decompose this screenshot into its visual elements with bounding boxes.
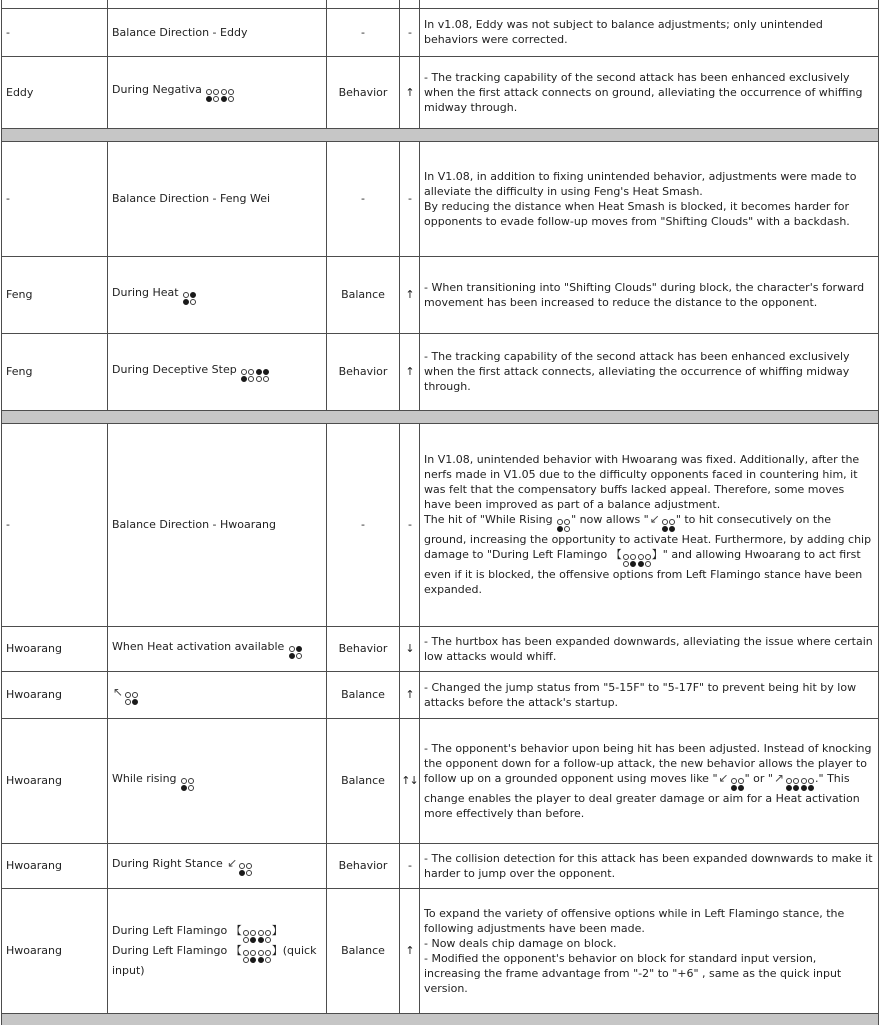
button-dot: [250, 930, 256, 936]
button-dot: [181, 785, 187, 791]
button-dot: [258, 937, 264, 943]
button-dot: [786, 785, 792, 791]
text-segment: - The tracking capability of the second attack has been enhanced exclusively when the first attack connects, alleviating the occurrence of whiffing midway through.: [424, 350, 850, 393]
button-dot: [239, 863, 245, 869]
table-row: [2, 56, 879, 128]
move-cell: [108, 141, 327, 256]
button-dot: [256, 376, 262, 382]
button-dot: [213, 89, 219, 95]
direction-cell: -: [400, 141, 420, 256]
description-cell: [420, 423, 879, 626]
button-dot: [125, 692, 131, 698]
text-segment: - Now deals chip damage on block.: [424, 936, 617, 950]
button-dot: [246, 863, 252, 869]
button-dot: [738, 785, 744, 791]
button-dot: [258, 930, 264, 936]
button-dot: [256, 369, 262, 375]
button-dot: [250, 937, 256, 943]
button-cluster-icon: [801, 778, 814, 791]
text-segment: By reducing the distance when Heat Smash is blocked, it becomes harder for opponents to evade follow-up moves from "Shifting Clouds" with a backdash.: [424, 199, 850, 228]
category-cell: Behavior: [327, 56, 400, 128]
move-cell: [108, 256, 327, 333]
direction-up-left-arrow-icon: ↖: [113, 684, 124, 699]
category-cell: -: [327, 141, 400, 256]
button-cluster-icon: [258, 950, 271, 963]
description-cell: [420, 56, 879, 128]
text-segment: - The hurtbox has been expanded downwards, alleviating the issue where certain low attacks would whiff.: [424, 634, 873, 663]
text-segment: " to hit consecutively on the ground, increasing the opportunity to activate Heat. Furthermore, by adding chip damage to "During Left Flamingo 【: [424, 513, 872, 561]
button-dot: [183, 299, 189, 305]
button-cluster-icon: [206, 89, 219, 102]
button-dot: [183, 292, 189, 298]
text-segment: While rising: [112, 771, 181, 785]
separator-row: [2, 1013, 879, 1025]
button-dot: [793, 778, 799, 784]
button-cluster-icon: [181, 778, 194, 791]
separator-row: [2, 128, 879, 141]
move-cell: [108, 56, 327, 128]
character-cell: -: [2, 141, 108, 256]
direction-cell: -: [400, 8, 420, 56]
category-cell: Behavior: [327, 333, 400, 410]
description-cell: [420, 8, 879, 56]
button-dot: [132, 692, 138, 698]
text-segment: During Deceptive Step: [112, 362, 241, 376]
text-segment: In V1.08, in addition to fixing unintended behavior, adjustments were made to alleviate the difficulty in using Feng's Heat Smash.: [424, 169, 857, 198]
character-cell: Eddy: [2, 56, 108, 128]
text-segment: In V1.08, unintended behavior with Hwoarang was fixed. Additionally, after the nerfs made in V1.05 due to the difficulty opponents faced in countering him, it was felt that the compensatory buffs lacked appeal. Therefore, some moves have been improved as part of a balance adjustment.: [424, 453, 860, 511]
text-segment: - The tracking capability of the second attack has been enhanced exclusively when the first attack connects on ground, alleviating the occurrence of whiffing midway through.: [424, 70, 863, 114]
separator-bar: [2, 410, 879, 423]
description-cell: [420, 843, 879, 888]
direction-cell: ↑↓: [400, 718, 420, 843]
text-segment: 】(quick input): [112, 944, 317, 977]
empty-cell: [420, 0, 879, 8]
text-segment: In v1.08, Eddy was not subject to balance adjustments; only unintended behaviors were corrected.: [424, 18, 823, 46]
button-cluster-icon: [258, 930, 271, 943]
table-row: [2, 8, 879, 56]
direction-cell: ↓: [400, 626, 420, 671]
button-dot: [188, 785, 194, 791]
separator-bar: [2, 128, 879, 141]
button-dot: [289, 646, 295, 652]
button-dot: [241, 369, 247, 375]
button-dot: [623, 561, 629, 567]
description-cell: [420, 256, 879, 333]
button-dot: [265, 930, 271, 936]
button-dot: [250, 950, 256, 956]
button-dot: [228, 96, 234, 102]
text-segment: To expand the variety of offensive options while in Left Flamingo stance, the following adjustments have been made.: [424, 906, 845, 935]
button-dot: [731, 778, 737, 784]
button-cluster-icon: [638, 554, 651, 567]
table-row: [2, 141, 879, 256]
button-cluster-icon: [623, 554, 636, 567]
text-segment: During Left Flamingo 【: [112, 924, 242, 937]
button-dot: [738, 778, 744, 784]
empty-cell: [2, 0, 108, 8]
button-dot: [662, 526, 668, 532]
button-cluster-icon: [289, 646, 302, 659]
button-dot: [258, 950, 264, 956]
category-cell: Behavior: [327, 626, 400, 671]
button-dot: [557, 519, 563, 525]
move-cell: [108, 423, 327, 626]
table-row: [2, 626, 879, 671]
table-row: [2, 333, 879, 410]
button-cluster-icon: [662, 519, 675, 532]
button-dot: [662, 519, 668, 525]
button-dot: [250, 957, 256, 963]
button-cluster-icon: [221, 89, 234, 102]
move-cell: [108, 671, 327, 718]
table-row: [2, 718, 879, 843]
button-dot: [246, 870, 252, 876]
empty-cell: [108, 0, 327, 8]
button-dot: [248, 369, 254, 375]
button-dot: [645, 554, 651, 560]
button-cluster-icon: [125, 692, 138, 705]
button-dot: [190, 292, 196, 298]
character-cell: Hwoarang: [2, 671, 108, 718]
table-row: [2, 256, 879, 333]
button-dot: [265, 937, 271, 943]
category-cell: -: [327, 8, 400, 56]
direction-cell: ↑: [400, 333, 420, 410]
empty-cell: [400, 0, 420, 8]
separator-row: [2, 410, 879, 423]
character-cell: Hwoarang: [2, 626, 108, 671]
button-dot: [248, 376, 254, 382]
cropped-top-row: [2, 0, 879, 8]
table-row: [2, 843, 879, 888]
button-dot: [808, 785, 814, 791]
button-dot: [263, 376, 269, 382]
button-cluster-icon: [557, 519, 570, 532]
button-dot: [190, 299, 196, 305]
button-dot: [296, 653, 302, 659]
direction-cell: ↑: [400, 56, 420, 128]
button-dot: [638, 561, 644, 567]
text-segment: During Right Stance: [112, 856, 227, 870]
text-segment: Balance Direction - Eddy: [112, 25, 248, 39]
text-segment: During Heat: [112, 285, 183, 299]
text-segment: The hit of "While Rising: [424, 513, 557, 526]
table-row: [2, 423, 879, 626]
button-dot: [786, 778, 792, 784]
text-segment: - The opponent's behavior upon being hit has been adjusted. Instead of knocking the opponent down for a follow-up attack, the new behavior allows the player to follow up on a grounded opponent using moves like ": [424, 741, 872, 785]
button-dot: [793, 785, 799, 791]
direction-cell: ↑: [400, 671, 420, 718]
button-dot: [206, 96, 212, 102]
patch-notes-table-body: [2, 0, 879, 1025]
button-dot: [801, 785, 807, 791]
button-dot: [206, 89, 212, 95]
move-cell: [108, 888, 327, 1013]
description-cell: [420, 333, 879, 410]
button-cluster-icon: [786, 778, 799, 791]
description-cell: [420, 141, 879, 256]
character-cell: -: [2, 8, 108, 56]
button-dot: [623, 554, 629, 560]
table-row: [2, 888, 879, 1013]
button-dot: [630, 554, 636, 560]
button-cluster-icon: [183, 292, 196, 305]
button-dot: [265, 950, 271, 956]
button-dot: [263, 369, 269, 375]
category-cell: -: [327, 423, 400, 626]
button-cluster-icon: [243, 950, 256, 963]
character-cell: Hwoarang: [2, 843, 108, 888]
text-segment: - When transitioning into "Shifting Clouds" during block, the character's forward movement has been increased to reduce the distance to the opponent.: [424, 280, 865, 309]
button-cluster-icon: [243, 930, 256, 943]
direction-down-left-arrow-icon: ↙: [718, 770, 729, 785]
button-dot: [645, 561, 651, 567]
button-dot: [801, 778, 807, 784]
description-cell: [420, 626, 879, 671]
description-cell: [420, 718, 879, 843]
button-dot: [243, 950, 249, 956]
button-dot: [564, 519, 570, 525]
text-segment: When Heat activation available: [112, 639, 288, 653]
button-dot: [243, 930, 249, 936]
button-dot: [258, 957, 264, 963]
button-dot: [221, 96, 227, 102]
button-dot: [221, 89, 227, 95]
table-row: [2, 671, 879, 718]
category-cell: Balance: [327, 671, 400, 718]
button-dot: [669, 526, 675, 532]
button-dot: [243, 957, 249, 963]
patch-notes-table: [1, 0, 879, 1025]
button-dot: [669, 519, 675, 525]
text-segment: 】: [271, 924, 283, 937]
text-segment: 】" and allowing Hwoarang to act first even if it is blocked, the offensive options from Left Flamingo stance have been expanded.: [424, 548, 863, 596]
move-cell: [108, 626, 327, 671]
category-cell: Behavior: [327, 843, 400, 888]
button-dot: [132, 699, 138, 705]
text-segment: - The collision detection for this attack has been expanded downwards to make it harder to jump over the opponent.: [424, 851, 873, 880]
description-cell: [420, 671, 879, 718]
text-segment: " now allows ": [571, 513, 649, 526]
button-dot: [243, 937, 249, 943]
button-dot: [630, 561, 636, 567]
move-cell: [108, 843, 327, 888]
button-cluster-icon: [731, 778, 744, 791]
move-cell: [108, 8, 327, 56]
text-segment: During Left Flamingo 【: [112, 944, 242, 957]
move-cell: [108, 333, 327, 410]
text-segment: " or ": [744, 771, 773, 785]
description-cell: [420, 888, 879, 1013]
button-dot: [228, 89, 234, 95]
move-cell: [108, 718, 327, 843]
button-dot: [241, 376, 247, 382]
category-cell: Balance: [327, 718, 400, 843]
character-cell: Feng: [2, 256, 108, 333]
button-dot: [181, 778, 187, 784]
text-segment: During Negativa: [112, 83, 206, 96]
button-dot: [289, 653, 295, 659]
button-dot: [638, 554, 644, 560]
button-dot: [265, 957, 271, 963]
button-cluster-icon: [241, 369, 254, 382]
separator-bar: [2, 1013, 879, 1025]
text-segment: - Changed the jump status from "5-15F" to "5-17F" to prevent being hit by low attacks before the attack's startup.: [424, 680, 857, 709]
character-cell: Feng: [2, 333, 108, 410]
character-cell: Hwoarang: [2, 888, 108, 1013]
direction-cell: ↑: [400, 256, 420, 333]
button-dot: [808, 778, 814, 784]
button-dot: [213, 96, 219, 102]
character-cell: -: [2, 423, 108, 626]
direction-cell: -: [400, 843, 420, 888]
category-cell: Balance: [327, 888, 400, 1013]
button-dot: [188, 778, 194, 784]
direction-down-left-arrow-icon: ↙: [227, 855, 238, 870]
character-cell: Hwoarang: [2, 718, 108, 843]
button-cluster-icon: [239, 863, 252, 876]
text-segment: - Modified the opponent's behavior on block for standard input version, increasing the frame advantage from "-2" to "+6" , same as the quick input version.: [424, 951, 842, 995]
direction-down-left-arrow-icon: ↙: [649, 512, 660, 526]
button-dot: [564, 526, 570, 532]
text-segment: Balance Direction - Hwoarang: [112, 518, 276, 531]
button-dot: [239, 870, 245, 876]
button-dot: [296, 646, 302, 652]
direction-up-right-arrow-icon: ↗: [773, 770, 785, 785]
button-cluster-icon: [256, 369, 269, 382]
button-dot: [125, 699, 131, 705]
category-cell: Balance: [327, 256, 400, 333]
text-segment: ." This change enables the player to deal greater damage or aim for a Heat activation more effectively than before.: [424, 771, 860, 820]
button-dot: [557, 526, 563, 532]
direction-cell: -: [400, 423, 420, 626]
empty-cell: [327, 0, 400, 8]
text-segment: Balance Direction - Feng Wei: [112, 192, 271, 205]
button-dot: [731, 785, 737, 791]
direction-cell: ↑: [400, 888, 420, 1013]
